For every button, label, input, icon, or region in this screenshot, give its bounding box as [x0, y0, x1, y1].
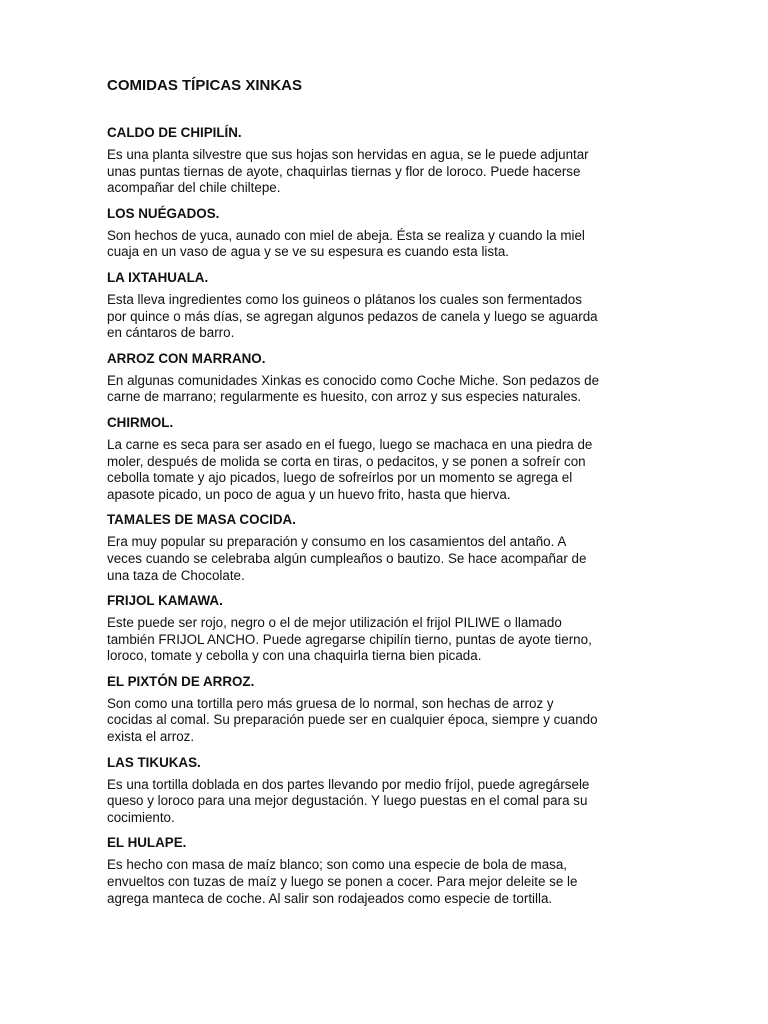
section-chirmol — [107, 414, 667, 503]
section-body: La carne es seca para ser asado en el fuego, luego se machaca en una piedra de moler, después de molida se corta en tiras, o pedacitos, y se ponen a sofreír con cebolla tomate y ajo picados, luego de sofreírlos por un momento se agrega el apasote picado, un poco de agua y un huevo frito, hasta que hierva. — [107, 436, 593, 502]
section-heading: FRIJOL KAMAWA. — [107, 593, 223, 609]
section-body: Era muy popular su preparación y consumo en los casamientos del antaño. A veces cuando se celebraba algún cumpleaños o bautizo. Se hace acompañar de una taza de Chocolate. — [107, 534, 587, 583]
section-tamales-de-masa-cocida — [107, 511, 667, 584]
section-heading: CHIRMOL. — [107, 414, 174, 430]
section-los-nuegados — [107, 205, 667, 261]
section-body: Es una planta silvestre que sus hojas son hervidas en agua, se le puede adjuntar unas puntas tiernas de ayote, chaquirlas tiernas y flor de loroco. Puede hacerse acompañar del chile chiltepe. — [107, 147, 589, 196]
section-heading: LA IXTAHUALA. — [107, 269, 209, 285]
section-body: Son hechos de yuca, aunado con miel de abeja. Ésta se realiza y cuando la miel cuaja en un vaso de agua y se ve su espesura es cuando esta lista. — [107, 227, 585, 260]
section-body: En algunas comunidades Xinkas es conocido como Coche Miche. Son pedazos de carne de marrano; regularmente es huesito, con arroz y sus especies naturales. — [107, 372, 600, 405]
section-heading: EL HULAPE. — [107, 835, 187, 851]
section-body: Son como una tortilla pero más gruesa de lo normal, son hechas de arroz y cocidas al comal. Su preparación puede ser en cualquier época, siempre y cuando exista el arroz. — [107, 695, 598, 745]
section-frijol-kamawa — [107, 592, 667, 665]
section-heading: ARROZ CON MARRANO. — [107, 350, 266, 366]
document-page — [107, 76, 667, 915]
section-arroz-con-marrano — [107, 350, 667, 406]
section-body: Es una tortilla doblada en dos partes llevando por medio fríjol, puede agregársele queso y loroco para una mejor degustación. Y luego puestas en el comal para su cocimiento. — [107, 776, 590, 825]
section-el-hulape — [107, 834, 667, 907]
section-body: Es hecho con masa de maíz blanco; son como una especie de bola de masa, envueltos con tuzas de maíz y luego se ponen a cocer. Para mejor deleite se le agrega manteca de coche. Al salir son rodajeados como especie de tortilla. — [107, 857, 578, 906]
section-heading: CALDO DE CHIPILÍN. — [107, 125, 242, 140]
section-caldo-de-chipilin — [107, 124, 667, 197]
section-body: Esta lleva ingredientes como los guineos o plátanos los cuales son fermentados por quince o más días, se agregan algunos pedazos de canela y luego se aguarda en cántaros de barro. — [107, 291, 598, 341]
section-body: Este puede ser rojo, negro o el de mejor utilización el frijol PILIWE o llamado también FRIJOL ANCHO. Puede agregarse chipilín tierno, puntas de ayote tierno, loroco, tomate y cebolla y con una chaquirla tierna bien picada. — [107, 615, 592, 664]
document-title: COMIDAS TÍPICAS XINKAS — [107, 77, 303, 94]
section-la-ixtahuala — [107, 269, 667, 342]
section-heading: LAS TIKUKAS. — [107, 754, 201, 770]
section-el-pixton-de-arroz — [107, 673, 667, 746]
section-heading: EL PIXTÓN DE ARROZ. — [107, 673, 255, 689]
section-heading: TAMALES DE MASA COCIDA. — [107, 512, 296, 528]
section-heading: LOS NUÉGADOS. — [107, 205, 220, 221]
section-las-tikukas — [107, 754, 667, 827]
